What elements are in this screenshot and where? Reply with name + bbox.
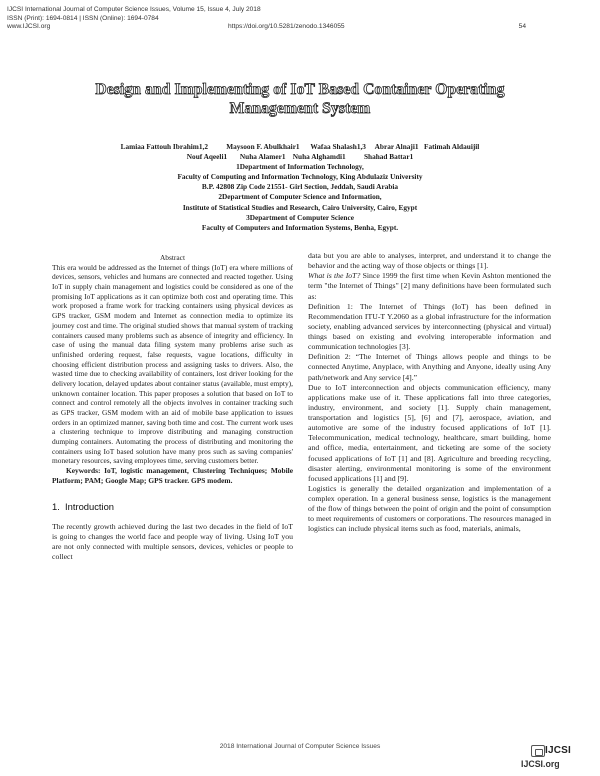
- author-block: [30, 142, 570, 233]
- ijcsi-logo: [515, 745, 595, 771]
- affiliation: 3Department of Computer Science: [246, 212, 354, 222]
- affiliation: 1Department of Information Technology,: [236, 162, 364, 172]
- page-footer: 2018 International Journal of Computer Science Issues: [219, 743, 381, 750]
- abstract-text: This era would be addressed as the Internet of things (IoT) era where millions of devices, sensors, vehicles and humans are connected and reacted together. Using IoT in supply chain management and logistics could be considered as one of the promising IoT applications as it can optimize both cost and operating time. This work proposed a frame work for tracking containers using physical devices as GPS tracker, GSM modem and Internet as connection media to optimize its journey cost and time. The original studied shows that manual system of tracking containers caused many problems such as absence of integrity and efficiency. In case of using the manual data filing system many problems arise such as unfinished ordering request, false requests, vague locations, difficulty in choosing efficient distribution process and assigning tasks to drivers. Also, the wasted time due to checking availability of containers, lost driver looking for the delivery location, delayed updates about container status (available, must empty), unknown container location. This paper proposes a solution that based on IoT to connect and control remotely all the objects involves in container tracking such as GPS tracker, GSM modem with an aid of mobile base application to issues orders in an optimized manner, saving both time and cost. The current work uses a clustering technique to improve distributing and managing construction dumping containers. Automating the process of distributing and monitoring the containers using IoT based solution have many pros such as saving companies' monetary resources, saving employees time, serving customers better.: [52, 262, 293, 466]
- left-column: [52, 253, 293, 563]
- keywords: [52, 466, 293, 485]
- affiliation: B.P. 42808 Zip Code 21551- Girl Section, Jeddah, Saudi Arabia: [201, 182, 399, 192]
- abstract-heading: Abstract: [159, 253, 186, 262]
- doi-link[interactable]: https://doi.org/10.5281/zenodo.1346055: [228, 23, 345, 31]
- paper-title: [40, 80, 560, 118]
- italic-question: What is the IoT?: [308, 271, 361, 281]
- affiliation: 2Department of Computer Science and Information,: [218, 192, 382, 202]
- journal-header-line: IJCSI International Journal of Computer Science Issues, Volume 15, Issue 4, July 2018: [7, 6, 261, 13]
- logo-mark-icon: [531, 745, 545, 757]
- issn-line: ISSN (Print): 1694-0814 | ISSN (Online): 1694-0784: [7, 14, 159, 22]
- paragraph: Logistics is generally the detailed organization and implementation of a complex operation. In a general business sense, logistics is the management of the flow of things between the point of origin and the point of consumption to meet requirements of customers or corporations. The resources managed in logistics can include physical items such as food, materials, animals,: [308, 483, 551, 534]
- title-line-1: Design and Implementing of IoT Based Container Operating: [95, 81, 505, 98]
- paragraph: Due to IoT interconnection and objects communication efficiency, many applications make use of it. These applications fall into three categories, industry, environment, and society [1]. Supply chain management, transportation and logistics [5], [6] and [7], aerospace, aviation, and automotive are some of the industry focused applications of IoT [1]. Telecommunication, medical technology, healthcare, smart building, home and office, media, entertainment, and ticketing are some of the society focused applications of IoT [1] and [8]. Agriculture and breeding recycling, disaster alerting, environmental monitoring is some of the environment focused applications [1] and [9].: [308, 382, 551, 483]
- paragraph-text: Since 1999 the first time when Kevin Ashton mentioned the term "the Internet of Things" [2] many definitions have been formulated such as:: [308, 271, 551, 301]
- introduction-text: The recently growth achieved during the last two decades in the field of IoT is going to changes the world face and people way of living. Using IoT you are not only connected with multiple sensors, devices, vehicles or people to collect: [52, 522, 293, 562]
- affiliation: Faculty of Computers and Information Systems, Benha, Egypt.: [201, 222, 399, 232]
- author-names: Lamiaa Fattouh Ibrahim1,2 Maysoon F. Abulkhair1 Wafaa Shalash1,3 Abrar Alnaji1 Fatimah Aldauijil: [120, 142, 480, 151]
- title-line-2: Management System: [229, 100, 371, 117]
- affiliation: Institute of Statistical Studies and Research, Cairo University, Cairo, Egypt: [182, 202, 418, 212]
- section-heading-introduction: 1. Introduction: [52, 500, 115, 512]
- logo-url: IJCSI.org: [521, 759, 560, 769]
- logo-text: IJCSI: [545, 745, 572, 756]
- definition-2: Definition 2: “The Internet of Things allows people and things to be connected Anytime, Anyplace, with Anything and Anyone, ideally using Any path/network and Any service [4].”: [308, 352, 551, 382]
- affiliation: Faculty of Computing and Information Technology, King Abdulaziz University: [177, 172, 423, 182]
- journal-site: www.IJCSI.org: [7, 23, 51, 31]
- definition-1: Definition 1: The Internet of Things (IoT) has been defined in Recommendation ITU-T Y.2060 as a global infrastructure for the information society, enabling advanced services by interconnecting (physical and virtual) things based on existing and evolving interoperable information and communication technologies [3].: [308, 301, 551, 352]
- keywords-label: Keywords:: [66, 466, 101, 476]
- keywords-text: IoT, logistic management, Clustering Techniques; Mobile Platform; PAM; Google Map; GPS tracker. GPS modem.: [52, 466, 293, 485]
- author-names: Nouf Aqeeli1 Nuha Alamer1 Nuha Alghamdi1 Shahad Battar1: [186, 152, 414, 162]
- paragraph: [308, 271, 551, 301]
- right-column: [308, 251, 551, 535]
- paragraph: data but you are able to analyses, interpret, and understand it to change the behavior and the acting way of those objects or things [1].: [308, 251, 551, 271]
- page-number: 54: [518, 23, 526, 31]
